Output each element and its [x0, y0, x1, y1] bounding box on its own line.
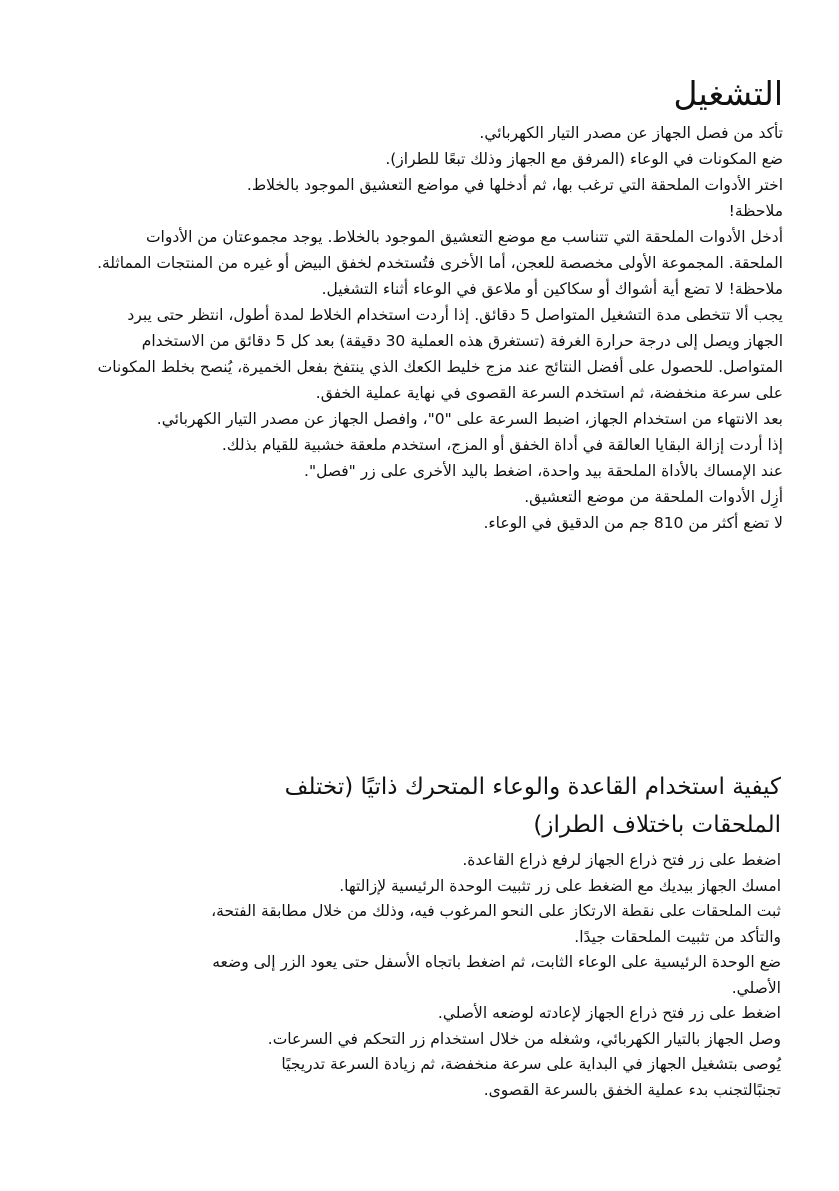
operation-paragraph: تأكد من فصل الجهاز عن مصدر التيار الكهربائي. [479, 124, 783, 142]
note-label: ملاحظة! [728, 202, 783, 220]
operation-paragraph: يجب ألا تتخطى مدة التشغيل المتواصل 5 دقائق. إذا أردت استخدام الخلاط لمدة أطول، انتظر حتى يبرد الجهاز ويصل إلى درجة حرارة الغرفة (تستغرق هذه العملية 30 دقيقة) بعد كل 5 دقائق من الاستخدام المتواصل. للحصول على أفضل النتائج عند مزج خليط الكعك الذي ينتفخ بفعل الخميرة، يُنصح بخلط المكونات على سرعة منخفضة، ثم استخدم السرعة القصوى في نهاية عملية الخفق. [97, 306, 783, 402]
operation-paragraph: بعد الانتهاء من استخدام الجهاز، اضبط السرعة على "0"، وافصل الجهاز عن مصدر التيار الكهربائي. [156, 410, 783, 428]
base-usage-title: كيفية استخدام القاعدة والوعاء المتحرك ذاتيًا (تختلف الملحقات باختلاف الطراز) [284, 774, 781, 838]
base-usage-paragraph: امسك الجهاز بيديك مع الضغط على زر تثبيت الوحدة الرئيسية لإزالتها. [339, 876, 781, 895]
operation-paragraph: عند الإمساك بالأداة الملحقة بيد واحدة، اضغط باليد الأخرى على زر "فصل". [304, 462, 783, 480]
operation-paragraph: أزِل الأدوات الملحقة من موضع التعشيق. [524, 488, 783, 506]
operation-paragraph: لا تضع أكثر من 810 جم من الدقيق في الوعاء. [483, 514, 783, 532]
operation-paragraph: ضع المكونات في الوعاء (المرفق مع الجهاز وذلك تبعًا للطراز). [385, 150, 783, 168]
operation-paragraph: اختر الأدوات الملحقة التي ترغب بها، ثم أدخلها في مواضع التعشيق الموجود بالخلاط. [246, 176, 783, 194]
operation-title: التشغيل [673, 74, 783, 113]
operation-section [93, 72, 783, 536]
base-usage-paragraph: اضغط على زر فتح ذراع الجهاز لإعادته لوضعه الأصلي. [437, 1004, 781, 1022]
base-usage-paragraph: ضع الوحدة الرئيسية على الوعاء الثابت، ثم اضغط باتجاه الأسفل حتى يعود الزر إلى وضعه الأصلي. [212, 953, 781, 997]
operation-paragraph: أدخل الأدوات الملحقة التي تتناسب مع موضع التعشيق الموجود بالخلاط. يوجد مجموعتان من الأدوات الملحقة. المجموعة الأولى مخصصة للعجن، أما الأخرى فتُستخدم لخفق البيض أو غيره من المنتجات المماثلة. [97, 228, 783, 272]
note-paragraph: ملاحظة! لا تضع أية أشواك أو سكاكين أو ملاعق في الوعاء أثناء التشغيل. [321, 280, 783, 298]
base-usage-paragraph: وصل الجهاز بالتيار الكهربائي، وشغله من خلال استخدام زر التحكم في السرعات. [267, 1029, 781, 1048]
base-usage-section [211, 768, 781, 1103]
base-usage-paragraph: ثبت الملحقات على نقطة الارتكاز على النحو المرغوب فيه، وذلك من خلال مطابقة الفتحة، والتأكد من تثبيت الملحقات جيدًا. [211, 902, 781, 946]
operation-paragraph: إذا أردت إزالة البقايا العالقة في أداة الخفق أو المزج، استخدم ملعقة خشبية للقيام بذلك. [221, 436, 783, 454]
base-usage-paragraph: اضغط على زر فتح ذراع الجهاز لرفع ذراع القاعدة. [462, 851, 781, 869]
base-usage-paragraph: يُوصى بتشغيل الجهاز في البداية على سرعة منخفضة، ثم زيادة السرعة تدريجيًا تجنبًالتجنب بدء عملية الخفق بالسرعة القصوى. [281, 1055, 781, 1099]
